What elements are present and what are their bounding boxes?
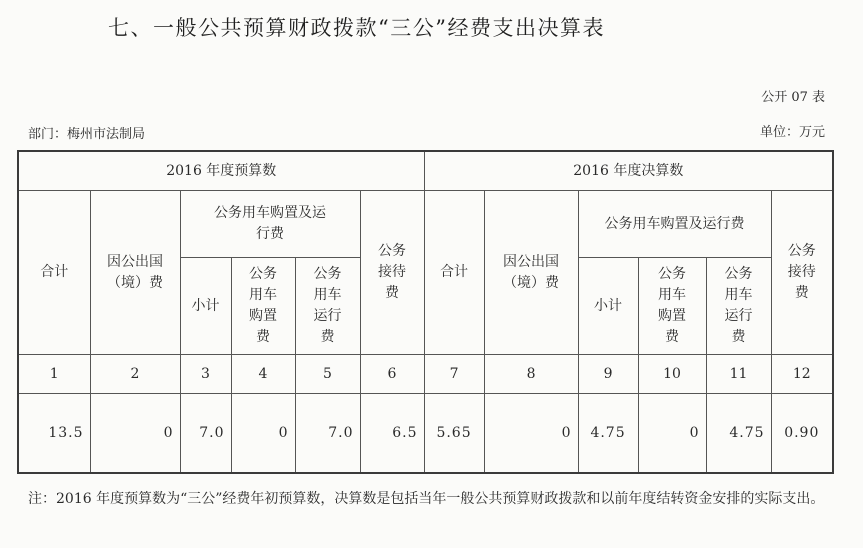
index-cell: 6 [360, 355, 424, 394]
department-label: 部门：梅州市法制局 [28, 127, 146, 142]
value-car-operation-final: 4.75 [706, 394, 771, 474]
value-reception-final: 0.90 [771, 394, 833, 474]
index-cell: 3 [180, 355, 231, 394]
index-cell: 4 [231, 355, 295, 394]
header-abroad-final: 因公出国（境）费 [484, 191, 578, 355]
value-total-budget: 13.5 [18, 394, 90, 474]
header-car-purchase-budget: 公务用车购置费 [231, 258, 295, 355]
header-total-final: 合计 [424, 191, 484, 355]
index-cell: 12 [771, 355, 833, 394]
value-car-operation-budget: 7.0 [295, 394, 360, 474]
header-reception-final: 公务接待费 [771, 191, 833, 355]
value-subtotal-budget: 7.0 [180, 394, 231, 474]
header-car-group-final: 公务用车购置及运行费 [578, 191, 771, 258]
header-car-purchase-final: 公务用车购置费 [638, 258, 706, 355]
index-cell: 7 [424, 355, 484, 394]
header-car-operation-budget: 公务用车运行费 [295, 258, 360, 355]
form-code: 公开 07 表 [761, 90, 825, 105]
header-car-group-budget: 公务用车购置及运行费 [180, 191, 360, 258]
index-cell: 9 [578, 355, 638, 394]
header-abroad-budget: 因公出国（境）费 [90, 191, 180, 355]
header-reception-budget: 公务接待费 [360, 191, 424, 355]
value-total-final: 5.65 [424, 394, 484, 474]
footnote: 注：2016 年度预算数为“三公”经费年初预算数，决算数是包括当年一般公共预算财政拨款和以前年度结转资金安排的实际支出。 [28, 491, 825, 507]
final-header: 2016 年度决算数 [424, 151, 833, 191]
page-title: 七、一般公共预算财政拨款“三公”经费支出决算表 [108, 16, 605, 40]
index-cell: 5 [295, 355, 360, 394]
header-subtotal-budget: 小计 [180, 258, 231, 355]
value-abroad-budget: 0 [90, 394, 180, 474]
value-abroad-final: 0 [484, 394, 578, 474]
value-car-purchase-final: 0 [638, 394, 706, 474]
index-cell: 10 [638, 355, 706, 394]
header-total-budget: 合计 [18, 191, 90, 355]
index-cell: 11 [706, 355, 771, 394]
expenditure-table [17, 150, 834, 474]
index-cell: 2 [90, 355, 180, 394]
index-cell: 1 [18, 355, 90, 394]
budget-header: 2016 年度预算数 [18, 151, 424, 191]
value-car-purchase-budget: 0 [231, 394, 295, 474]
unit-label: 单位：万元 [759, 125, 825, 140]
value-reception-budget: 6.5 [360, 394, 424, 474]
index-cell: 8 [484, 355, 578, 394]
header-subtotal-final: 小计 [578, 258, 638, 355]
value-subtotal-final: 4.75 [578, 394, 638, 474]
header-car-operation-final: 公务用车运行费 [706, 258, 771, 355]
